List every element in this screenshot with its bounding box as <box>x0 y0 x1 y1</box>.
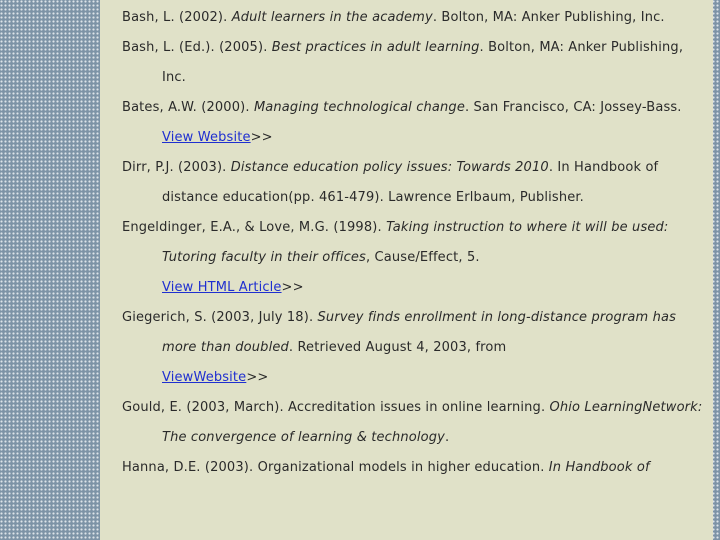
reference-authors-date: Engeldinger, E.A., & Love, M.G. (1998). <box>122 220 387 235</box>
reference-authors-date: Hanna, D.E. (2003). Organizational models in higher education. <box>122 460 549 475</box>
reference-publisher: . Retrieved August 4, 2003, from <box>288 340 507 355</box>
reference-title: Taking instruction to where it will be used: Tutoring faculty in their offices <box>162 220 669 265</box>
view-html-article-link[interactable]: View HTML Article <box>162 280 282 295</box>
link-arrows: >> <box>250 130 273 145</box>
reference-title: Distance education policy issues: Towards 2010 <box>230 160 549 175</box>
reference-item <box>122 93 707 153</box>
reference-authors-date: Gould, E. (2003, March). Accreditation issues in online learning. <box>122 400 550 415</box>
reference-item <box>122 393 707 453</box>
reference-item <box>122 213 707 303</box>
reference-title: Best practices in adult learning <box>271 40 480 55</box>
reference-authors-date: Bates, A.W. (2000). <box>122 100 254 115</box>
reference-item <box>122 453 707 483</box>
reference-title: In Handbook of <box>548 460 650 475</box>
reference-publisher: . <box>444 430 450 445</box>
reference-list <box>122 3 707 483</box>
reference-publisher: . Bolton, MA: Anker Publishing, Inc. <box>432 10 665 25</box>
reference-publisher: . San Francisco, CA: Jossey-Bass. <box>464 100 682 115</box>
reference-publisher: , Cause/Effect, 5. <box>365 250 480 265</box>
reference-authors-date: Dirr, P.J. (2003). <box>122 160 231 175</box>
reference-publisher: . Bolton, MA: Anker Publishing, Inc. <box>162 40 684 85</box>
reference-title: Adult learners in the academy <box>231 10 433 25</box>
reference-title: Survey finds enrollment in long-distance program has more than doubled <box>162 310 676 355</box>
view-website-link[interactable]: View Website <box>162 130 251 145</box>
reference-publisher: . In Handbook of distance education(pp. 461-479). Lawrence Erlbaum, Publisher. <box>162 160 659 205</box>
reference-item <box>122 303 707 393</box>
reference-authors-date: Bash, L. (2002). <box>122 10 232 25</box>
document-page <box>100 0 713 540</box>
view-website-link[interactable]: ViewWebsite <box>162 370 247 385</box>
reference-item <box>122 33 707 93</box>
reference-title: Managing technological change <box>253 100 465 115</box>
link-arrows: >> <box>281 280 304 295</box>
reference-authors-date: Bash, L. (Ed.). (2005). <box>122 40 272 55</box>
reference-title: Ohio LearningNetwork: The convergence of learning & technology <box>162 400 703 445</box>
reference-item <box>122 153 707 213</box>
link-arrows: >> <box>246 370 269 385</box>
reference-item <box>122 3 707 33</box>
reference-authors-date: Giegerich, S. (2003, July 18). <box>122 310 318 325</box>
